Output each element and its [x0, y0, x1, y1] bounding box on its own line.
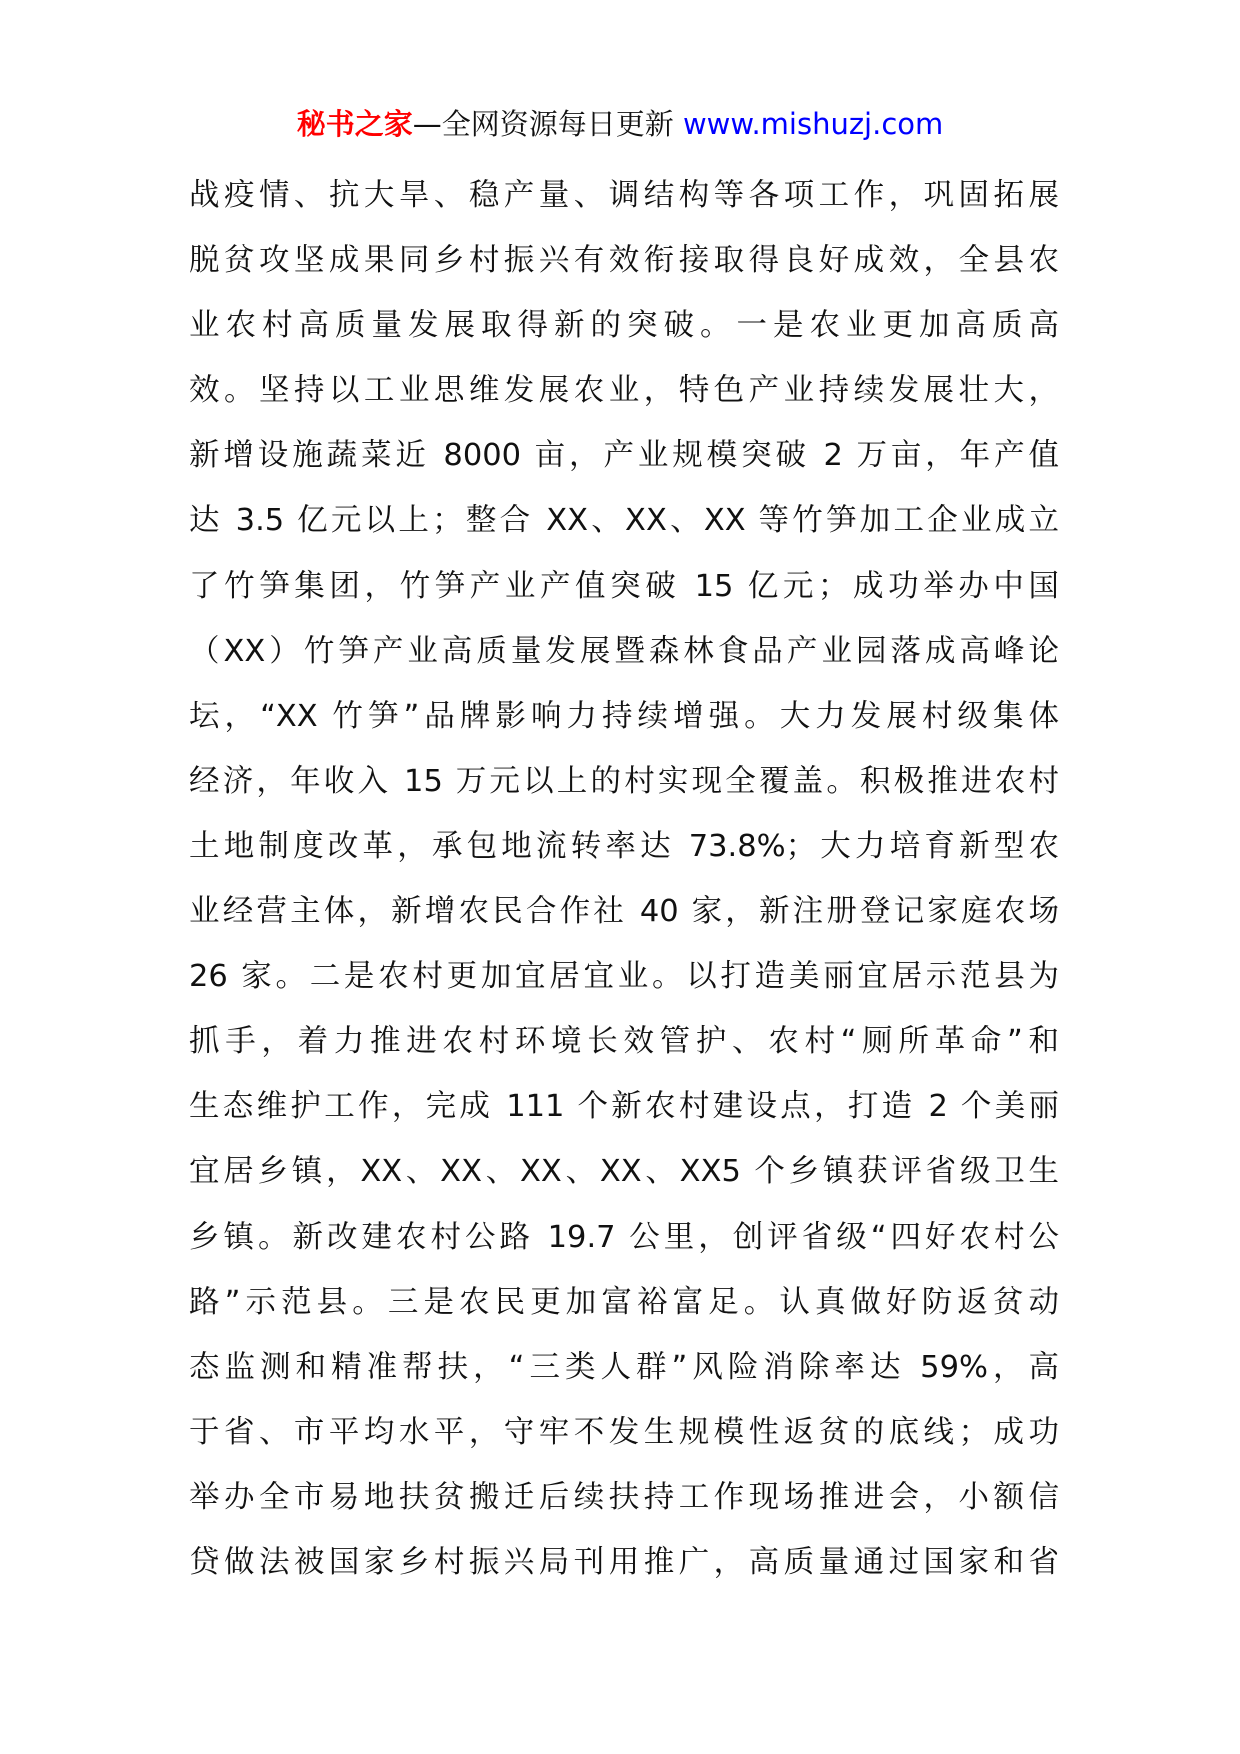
text-line: 于省、市平均水平，守牢不发生规模性返贫的底线；成功 [189, 1414, 1059, 1450]
text-line: 坛，“XX 竹笋”品牌影响力持续增强。大力发展村级集体 [189, 698, 1059, 734]
text-line: 抓手，着力推进农村环境长效管护、农村“厕所革命”和 [189, 1024, 1059, 1060]
text-line: 路”示范县。三是农民更加富裕富足。认真做好防返贫动 [189, 1284, 1059, 1320]
header-slogan: —全网资源每日更新 [412, 107, 674, 141]
text-line: 经济，年收入 15 万元以上的村实现全覆盖。积极推进农村 [189, 763, 1059, 799]
text-line: 贷做法被国家乡村振兴局刊用推广，高质量通过国家和省 [189, 1544, 1059, 1580]
header-brand: 秘书之家 [296, 107, 413, 141]
text-line: 态监测和精准帮扶，“三类人群”风险消除率达 59%，高 [189, 1349, 1059, 1385]
header-url-link[interactable]: www.mishuzj.com [682, 107, 944, 141]
text-line: 举办全市易地扶贫搬迁后续扶持工作现场推进会，小额信 [189, 1479, 1059, 1515]
text-line: 26 家。二是农村更加宜居宜业。以打造美丽宜居示范县为 [189, 959, 1059, 995]
text-line: 土地制度改革，承包地流转率达 73.8%；大力培育新型农 [189, 828, 1059, 864]
text-line: 效。坚持以工业思维发展农业，特色产业持续发展壮大， [189, 373, 1059, 409]
text-line: 了竹笋集团，竹笋产业产值突破 15 亿元；成功举办中国 [189, 568, 1059, 604]
body-paragraph [189, 163, 1059, 1595]
text-line: 乡镇。新改建农村公路 19.7 公里，创评省级“四好农村公 [189, 1219, 1059, 1255]
page-header [0, 104, 1240, 144]
text-line: 战疫情、抗大旱、稳产量、调结构等各项工作，巩固拓展 [189, 178, 1059, 213]
text-line: （XX）竹笋产业高质量发展暨森林食品产业园落成高峰论 [189, 633, 1059, 669]
text-line: 业农村高质量发展取得新的突破。一是农业更加高质高 [189, 308, 1059, 344]
text-line: 业经营主体，新增农民合作社 40 家，新注册登记家庭农场 [189, 894, 1059, 930]
text-line: 生态维护工作，完成 111 个新农村建设点，打造 2 个美丽 [189, 1089, 1059, 1125]
text-line: 脱贫攻坚成果同乡村振兴有效衔接取得良好成效，全县农 [189, 243, 1059, 279]
text-line: 宜居乡镇，XX、XX、XX、XX、XX5 个乡镇获评省级卫生 [189, 1154, 1059, 1190]
text-line: 新增设施蔬菜近 8000 亩，产业规模突破 2 万亩，年产值 [189, 438, 1059, 474]
text-line: 达 3.5 亿元以上；整合 XX、XX、XX 等竹笋加工企业成立 [189, 503, 1059, 539]
